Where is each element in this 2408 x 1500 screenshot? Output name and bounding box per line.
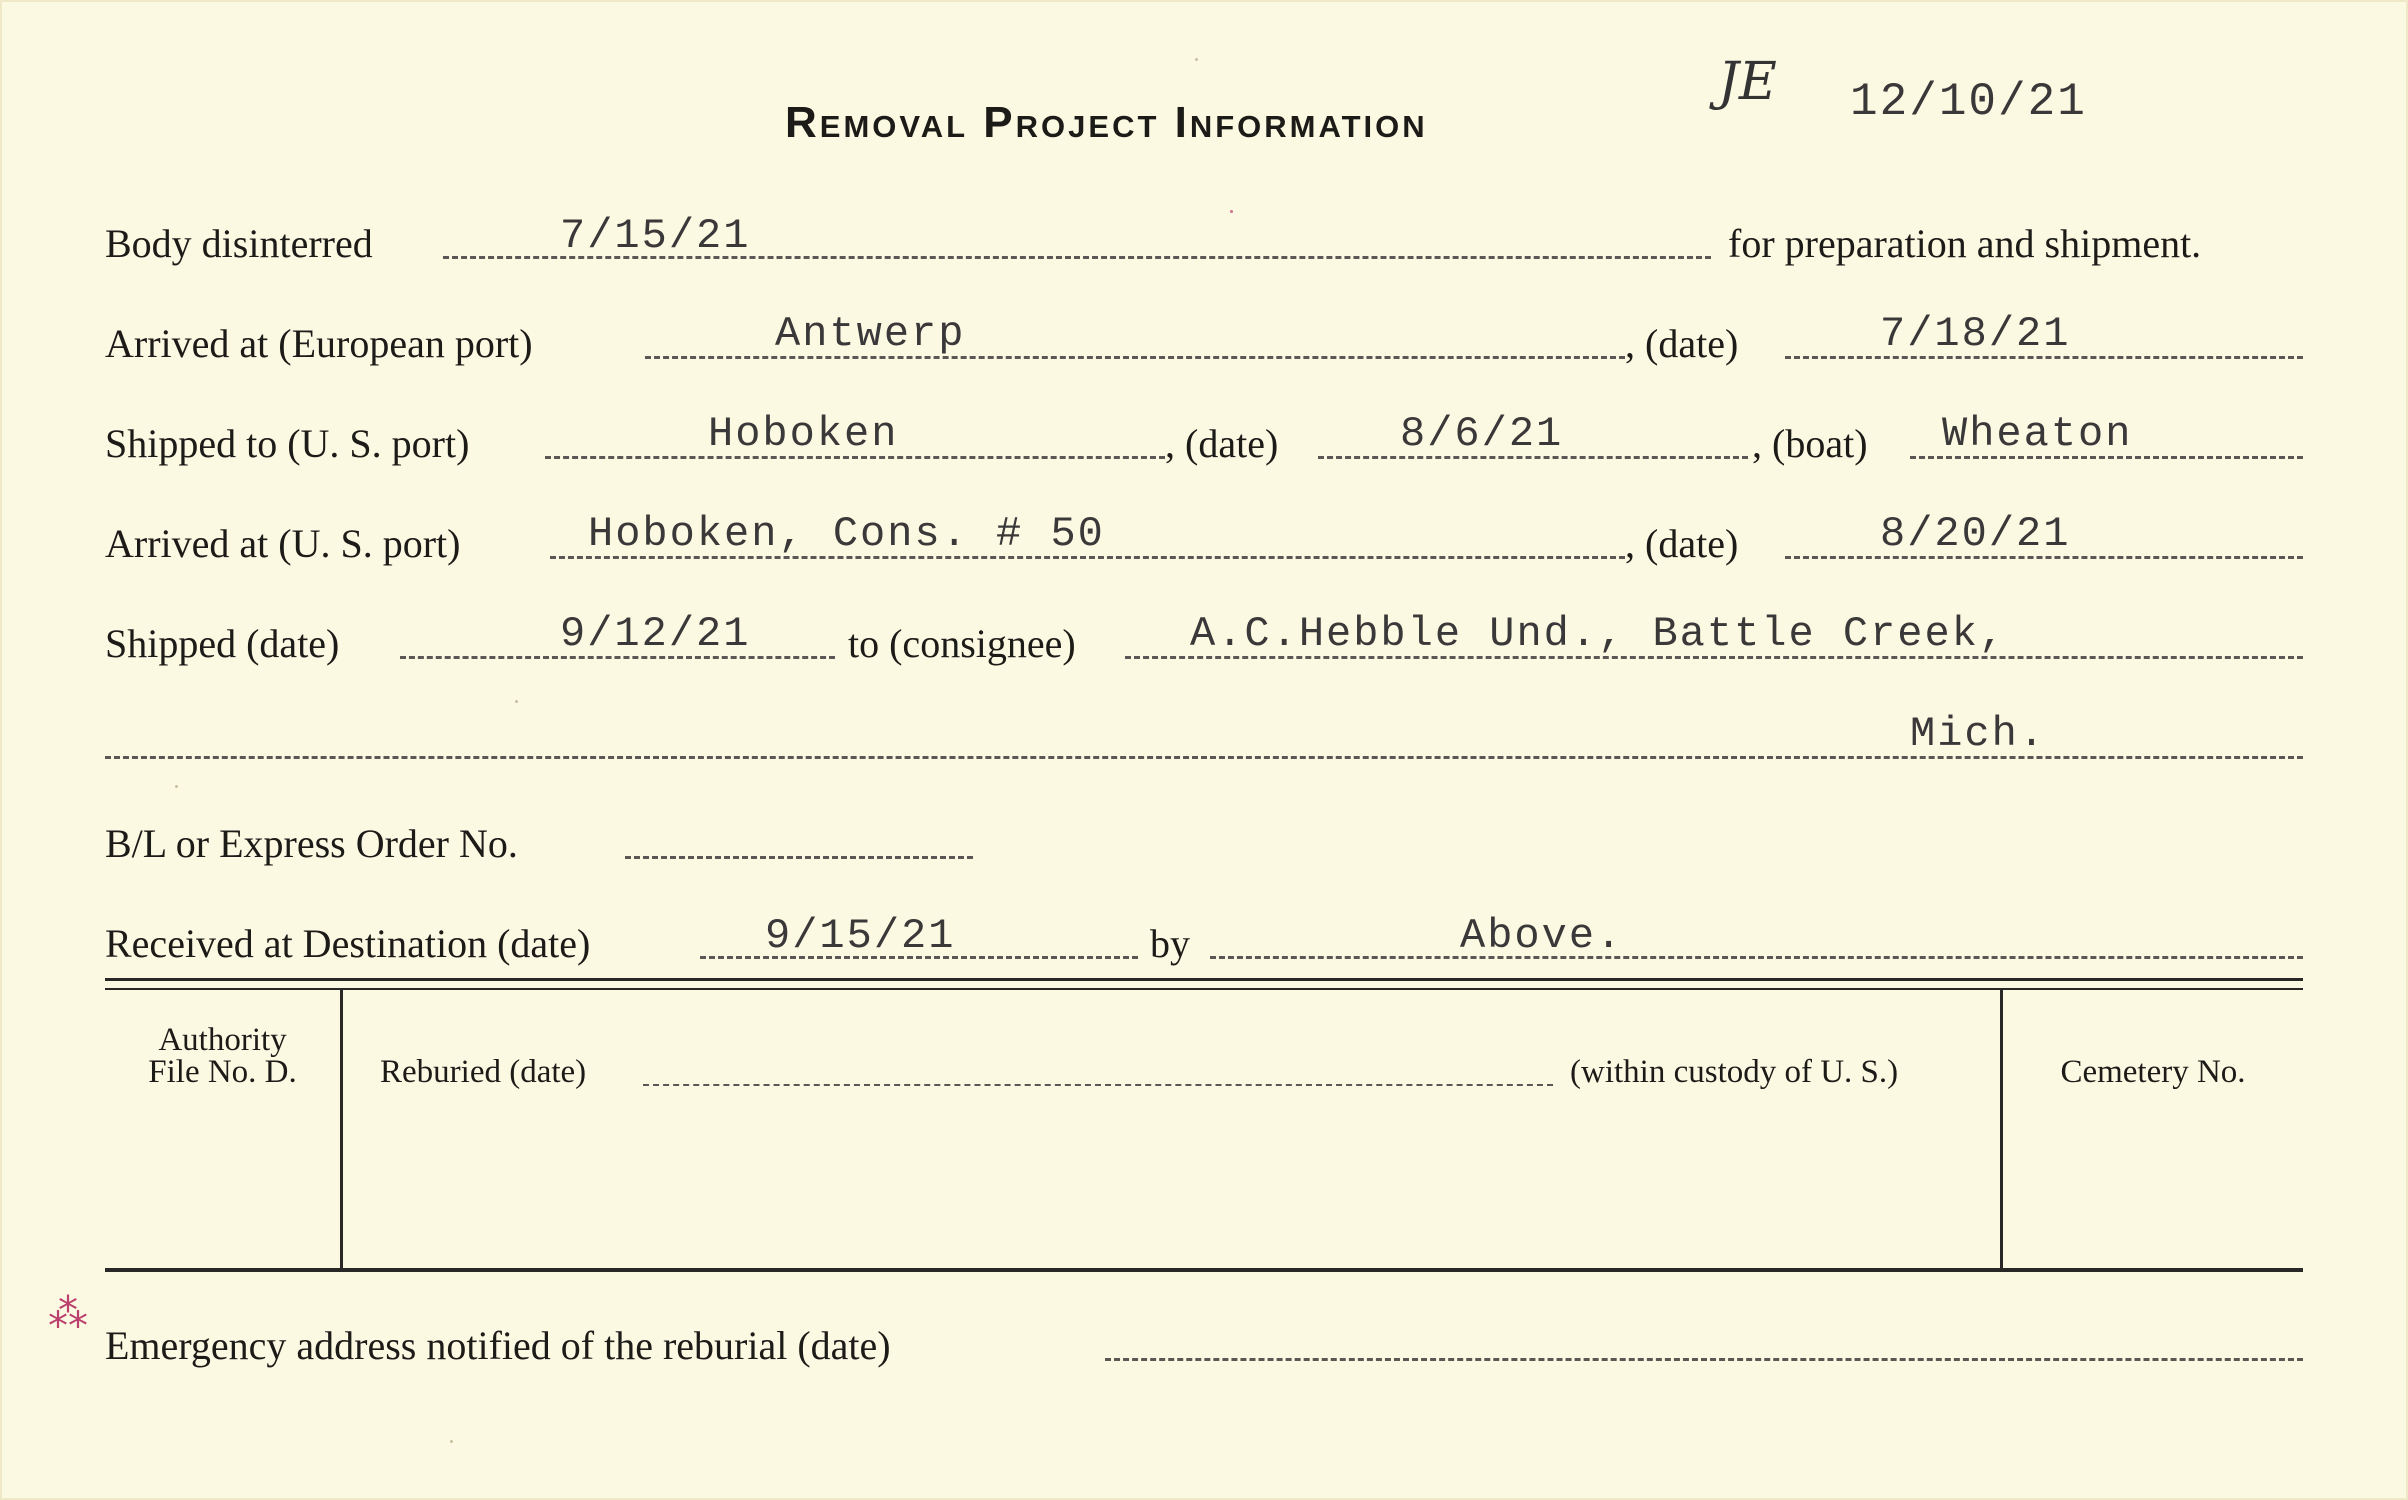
body-disinterred-date: 7/15/21 [560,212,751,260]
shipped-us-label: Shipped to (U. S. port) [105,421,470,466]
consignee-state: Mich. [1910,710,2047,758]
emergency-line [1105,1358,2303,1361]
ink-stamp-mark: ⁂ [48,1291,88,1336]
received-date: 9/15/21 [765,912,956,960]
bl-line [625,856,973,859]
ink-speck [1195,58,1198,61]
body-disinterred-label: Body disinterred [105,221,373,266]
shipped-us-date-label: , (date) [1165,421,1279,466]
table-divider-left [340,990,343,1270]
body-disinterred-suffix: for preparation and shipment. [1728,221,2202,266]
arrived-european-port: Antwerp [775,310,966,358]
ink-speck [1230,210,1233,213]
authority-label-line2: File No. D. [148,1054,297,1090]
cemetery-label: Cemetery No. [2060,1054,2246,1090]
received-by-label: by [1150,921,1190,966]
ink-speck [175,785,178,788]
table-top-rule [105,978,2303,981]
form-title: Removal Project Information [785,98,1428,147]
table-bottom-rule [105,1268,2303,1272]
received-by-line [1210,956,2303,959]
reburied-line [643,1084,1553,1086]
shipped-date: 9/12/21 [560,610,751,658]
arrived-us-date: 8/20/21 [1880,510,2071,558]
ink-speck [515,700,518,703]
arrived-european-label: Arrived at (European port) [105,321,533,366]
authority-label-line1: Authority [158,1022,287,1058]
shipped-us-port: Hoboken [708,410,899,458]
shipped-us-date: 8/6/21 [1400,410,1564,458]
table-divider-right [2000,990,2003,1270]
shipped-us-boat-label: , (boat) [1752,421,1868,466]
ink-speck [450,1440,453,1443]
shipped-date-label: Shipped (date) [105,621,340,666]
consignee-label: to (consignee) [848,621,1076,666]
bl-label: B/L or Express Order No. [105,821,518,866]
emergency-label: Emergency address notified of the reburial (date) [105,1323,891,1368]
arrived-us-label: Arrived at (U. S. port) [105,521,461,566]
header-date: 12/10/21 [1850,76,2087,128]
table-top-rule-2 [105,988,2303,990]
arrived-us-port: Hoboken, Cons. # 50 [588,510,1105,558]
consignee: A.C.Hebble Und., Battle Creek, [1190,610,2007,658]
shipped-us-boat: Wheaton [1942,410,2133,458]
arrived-european-date: 7/18/21 [1880,310,2071,358]
received-label: Received at Destination (date) [105,921,591,966]
custody-label: (within custody of U. S.) [1570,1054,1899,1090]
handwritten-initials: JE [1718,52,1777,112]
arrived-us-date-label: , (date) [1625,521,1739,566]
arrived-european-date-label: , (date) [1625,321,1739,366]
reburied-label: Reburied (date) [380,1054,587,1090]
received-by: Above. [1460,912,1624,960]
